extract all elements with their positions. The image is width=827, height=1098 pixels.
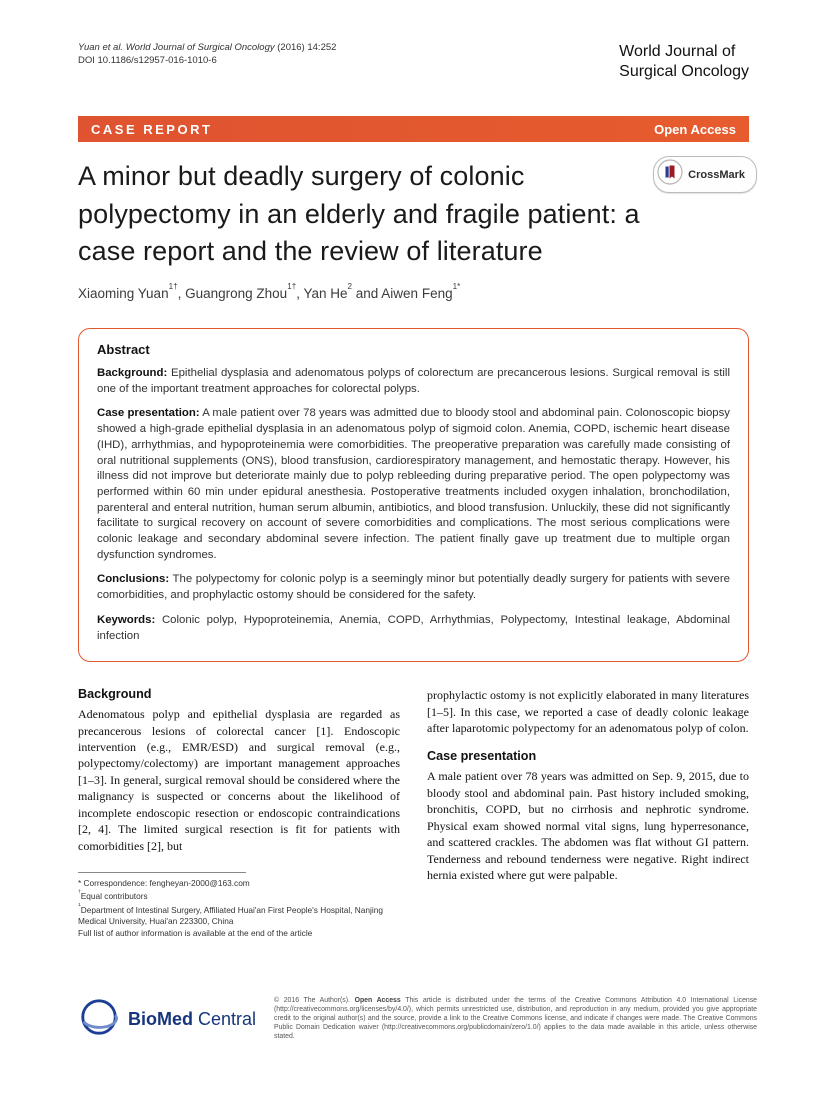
biomed-central-logo (78, 996, 257, 1043)
footnotes (78, 872, 400, 940)
abstract-background-label: Background: (97, 367, 168, 379)
license-prefix: © 2016 The Author(s). (274, 997, 355, 1004)
body-columns (78, 687, 749, 939)
affiliation-text: Department of Intestinal Surgery, Affiliated Huai'an First People's Hospital, Nanjing Medical University, Huai'an 223300, China (78, 904, 383, 927)
background-paragraph: Adenomatous polyp and epithelial dysplasia are regarded as precancerous lesions of colorectal cancer [1]. Endoscopic intervention (e.g., EMR/ESD) and surgical removal (e.g., polypectomy/colectomy) are important management approaches [1–3]. In general, surgical removal should be considered where the malignancy is suspected or concerns about the likelihood of incomplete endoscopic resection or endoscopic contraindications [2, 4]. The limited surgical resection is fit for patients with comorbidities [2], but (78, 707, 400, 853)
abstract-conclusions-label: Conclusions: (97, 573, 170, 586)
abstract-keywords-label: Keywords: (97, 613, 156, 626)
footnote-rule (78, 872, 246, 873)
journal-name (619, 42, 749, 82)
citation-line (78, 42, 336, 55)
author (78, 281, 186, 301)
background-paragraph-continued: prophylactic ostomy is not explicitly elaborated in many literatures [1–5]. In this case, we reported a case of deadly colonic leakage after laparotomic polypectomy for an adenomatous polyp of colon. (427, 688, 749, 736)
affiliation-footnote (78, 903, 400, 928)
affiliation-mark: 1 (78, 902, 81, 909)
author-affiliation-mark: 1† (287, 281, 297, 291)
correspondence-email[interactable]: fengheyan-2000@163.com (149, 877, 250, 888)
background-heading: Background (78, 687, 152, 702)
logo-biomed: BioMed (128, 1009, 193, 1029)
abstract-background (97, 366, 730, 397)
abstract-conclusions (97, 572, 730, 603)
journal-header (78, 42, 749, 82)
page-title: A minor but deadly surgery of colonic polypectomy in an elderly and fragile patient: a case report and the review of literature (78, 161, 640, 266)
license-body: This article is distributed under the terms of the Creative Commons Attribution 4.0 International License (http://creativecommons.org/licenses/by/4.0/), which permits unrestricted use, distribution, and reproduction in any medium, provided you give appropriate credit to the original author(s) and the source, provide a link to the Creative Commons license, and indicate if changes were made. The Creative Commons Public Domain Dedication waiver (http://creativecommons.org/publicdomain/zero/1.0/) applies to the data made available in this article, unless otherwise stated. (274, 997, 758, 1040)
author-affiliation-mark: 1† (168, 281, 178, 291)
page-footer (78, 996, 757, 1043)
abstract-box (78, 328, 749, 662)
license-text (274, 996, 757, 1041)
article-type-label: CASE REPORT (91, 121, 213, 137)
case-presentation-paragraph: A male patient over 78 years was admitted on Sep. 9, 2015, due to bloody stool and abdominal pain. Past history included smoking, bronchitis, COPD, but no cirrhosis and nephrotic syndrome. Physical exam showed normal vital signs, lung hyperresonance, and scattered crackles. The abdomen was flat without GI pattern. Tenderness and rebound tenderness were negative. Right indirect hernia existed where gut were palpable. (427, 769, 749, 882)
equal-contributors-footnote (78, 889, 400, 902)
abstract-case-text: A male patient over 78 years was admitted due to bloody stool and abdominal pain. Colonoscopic biopsy showed a high-grade epithelial dysplasia in an adenomatous polyp of sigmoid colon. Anemia, COPD, ischemic heart disease (IHD), arrhythmias, and hypoproteinemia were comorbidities. The preoperative preparation was carefully made consisting of oral nutritional supplements (ONS), blood transfusion, cardiorespiratory management, and hemostatic therapy. However, his illness did not improve but deteriorate mainly due to polyp rebleeding during preparative period. The open polypectomy was performed within 60 min under epidural anesthesia. Postoperative treatments included oxygen inhalation, bronchodilation, parenteral and enteral nutrition, human serum albumin, antibiotics, and blood transfusion. Unluckily, these did not significantly facilitate to surgical recovery on account of severe comorbidities and complications. The most serious complications were colonic leakage and secondary abdominal severe infection. The patient finally gave up treatment due to multiple organ dysfunction syndromes. (97, 407, 731, 561)
author-name: Yan He (303, 286, 348, 301)
left-column (78, 687, 400, 939)
citation-journal: Yuan et al. World Journal of Surgical Oncology (78, 42, 275, 53)
author-affiliation-mark: 1* (452, 281, 461, 291)
equal-contributors-text: Equal contributors (80, 891, 148, 902)
license-open-access: Open Access (354, 997, 401, 1004)
citation-volume: (2016) 14:252 (274, 42, 337, 53)
biomed-central-globe-icon (78, 996, 120, 1043)
abstract-background-text: Epithelial dysplasia and adenomatous polyps of colorectum are precancerous lesions. Surgical removal is still one of the important treatment approaches for colorectal polyps. (97, 367, 730, 395)
logo-central: Central (193, 1009, 257, 1029)
abstract-conclusions-text: The polypectomy for colonic polyp is a seemingly minor but potentially deadly surgery for patients with severe comorbidities, and prophylactic ostomy should be considered for the safety. (97, 573, 730, 602)
author (303, 281, 382, 301)
crossmark-badge[interactable] (653, 156, 757, 193)
abstract-case-presentation (97, 406, 730, 563)
author-separator: , (177, 286, 186, 301)
crossmark-icon (657, 159, 683, 190)
abstract-case-label: Case presentation: (97, 407, 200, 420)
right-column (427, 687, 749, 939)
author-name: Guangrong Zhou (185, 286, 288, 301)
crossmark-label: CrossMark (688, 168, 745, 181)
biomed-central-wordmark (128, 1009, 256, 1030)
abstract-keywords (97, 613, 730, 644)
author (185, 281, 304, 301)
open-access-label: Open Access (654, 121, 736, 137)
correspondence-footnote (78, 878, 400, 890)
author-name: Xiaoming Yuan (78, 286, 169, 301)
abstract-heading: Abstract (97, 342, 150, 357)
journal-name-line2: Surgical Oncology (619, 63, 749, 80)
author (381, 281, 461, 301)
citation-block (78, 42, 336, 67)
full-list-footnote: Full list of author information is available at the end of the article (78, 927, 313, 938)
correspondence-label: * Correspondence: (78, 877, 150, 888)
article-type-banner (78, 116, 749, 142)
author-separator: and (352, 286, 382, 301)
title-row (78, 158, 749, 271)
author-affiliation-mark: 2 (347, 281, 353, 291)
case-presentation-heading: Case presentation (427, 749, 537, 764)
dagger-mark: † (78, 889, 81, 896)
author-name: Aiwen Feng (381, 286, 453, 301)
author-separator: , (296, 286, 304, 301)
doi-line: DOI 10.1186/s12957-016-1010-6 (78, 54, 217, 66)
abstract-keywords-text: Colonic polyp, Hypoproteinemia, Anemia, COPD, Arrhythmias, Polypectomy, Intestinal leakage, Abdominal infection (97, 613, 730, 642)
author-list (78, 281, 749, 302)
journal-name-line1: World Journal of (619, 43, 736, 60)
